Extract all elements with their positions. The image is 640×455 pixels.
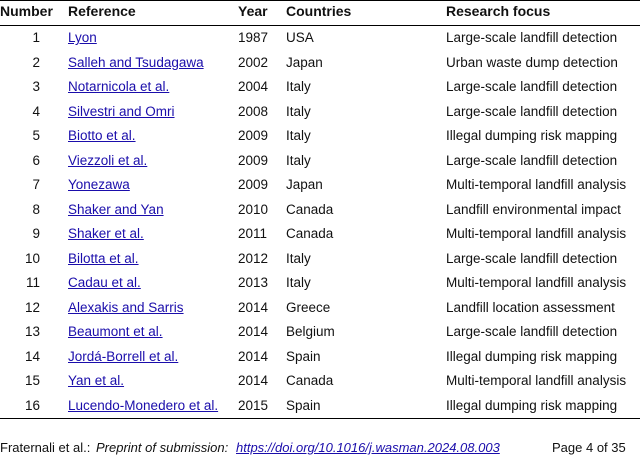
cell-number: 15	[24, 373, 40, 388]
table-row	[0, 51, 640, 75]
cell-research-focus: Large-scale landfill detection	[446, 103, 618, 119]
footer-authors: Fraternali et al.:	[0, 440, 91, 455]
cell-year: 2002	[238, 54, 269, 70]
cell-research-focus: Large-scale landfill detection	[446, 250, 618, 266]
cell-year: 2014	[238, 348, 269, 364]
cell-research-focus: Large-scale landfill detection	[446, 152, 618, 168]
cell-number: 1	[32, 30, 40, 45]
table-row	[0, 149, 640, 173]
cell-reference-link[interactable]: Biotto et al.	[68, 128, 136, 143]
cell-reference-link[interactable]: Silvestri and Omri	[68, 103, 175, 119]
cell-year: 2014	[238, 299, 269, 315]
table-top-rule	[0, 0, 640, 1]
cell-reference-link[interactable]: Cadau et al.	[68, 275, 141, 290]
cell-year: 2010	[238, 201, 269, 217]
cell-reference-link[interactable]: Jordá-Borrell et al.	[68, 348, 179, 364]
cell-reference-link[interactable]: Lucendo-Monedero et al.	[68, 397, 219, 413]
cell-year: 2014	[238, 373, 269, 388]
cell-country: Spain	[286, 348, 321, 364]
cell-research-focus: Large-scale landfill detection	[446, 30, 618, 45]
cell-reference-link[interactable]: Yonezawa	[68, 177, 130, 192]
page-footer	[0, 440, 640, 454]
cell-research-focus: Multi-temporal landfill analysis	[446, 373, 627, 388]
cell-year: 2012	[238, 250, 269, 266]
cell-research-focus: Large-scale landfill detection	[446, 324, 618, 339]
cell-country: Canada	[286, 373, 334, 388]
cell-reference-link[interactable]: Alexakis and Sarris	[68, 299, 184, 315]
cell-year: 2008	[238, 103, 269, 119]
cell-number: 9	[32, 226, 40, 241]
cell-reference-link[interactable]: Lyon	[68, 30, 97, 45]
header-research-focus: Research focus	[446, 3, 551, 19]
footer-doi-link[interactable]: https://doi.org/10.1016/j.wasman.2024.08.003	[236, 440, 500, 455]
cell-research-focus: Multi-temporal landfill analysis	[446, 275, 627, 290]
cell-number: 5	[32, 128, 40, 143]
cell-research-focus: Landfill environmental impact	[446, 201, 621, 217]
table-row	[0, 173, 640, 197]
cell-research-focus: Multi-temporal landfill analysis	[446, 226, 627, 241]
table-row	[0, 247, 640, 271]
cell-year: 2009	[238, 177, 269, 192]
cell-country: Belgium	[286, 324, 335, 339]
cell-reference-link[interactable]: Bilotta et al.	[68, 250, 139, 266]
table-row	[0, 124, 640, 148]
cell-number: 6	[32, 152, 40, 168]
table-row	[0, 198, 640, 222]
table-row	[0, 345, 640, 369]
table-row	[0, 26, 640, 50]
cell-year: 2004	[238, 79, 269, 94]
cell-country: Italy	[286, 275, 311, 290]
cell-reference-link[interactable]: Yan et al.	[68, 373, 125, 388]
cell-number: 7	[32, 177, 40, 192]
cell-research-focus: Illegal dumping risk mapping	[446, 128, 618, 143]
cell-country: USA	[286, 30, 314, 45]
cell-number: 16	[24, 397, 40, 413]
cell-number: 8	[32, 201, 40, 217]
footer-page-number: Page 4 of 35	[552, 440, 626, 455]
cell-number: 10	[24, 250, 40, 266]
cell-country: Japan	[286, 54, 323, 70]
cell-reference-link[interactable]: Shaker and Yan	[68, 201, 164, 217]
cell-year: 1987	[238, 30, 269, 45]
cell-reference-link[interactable]: Notarnicola et al.	[68, 79, 170, 94]
cell-reference-link[interactable]: Beaumont et al.	[68, 324, 163, 339]
table-row	[0, 271, 640, 295]
header-countries: Countries	[286, 3, 352, 19]
cell-country: Canada	[286, 201, 334, 217]
cell-research-focus: Illegal dumping risk mapping	[446, 348, 618, 364]
cell-reference-link[interactable]: Viezzoli et al.	[68, 152, 148, 168]
cell-country: Spain	[286, 397, 321, 413]
cell-country: Italy	[286, 103, 311, 119]
table-row	[0, 369, 640, 393]
cell-year: 2014	[238, 324, 269, 339]
cell-research-focus: Landfill location assessment	[446, 299, 615, 315]
cell-number: 2	[32, 54, 40, 70]
cell-number: 14	[24, 348, 40, 364]
cell-year: 2009	[238, 152, 269, 168]
cell-reference-link[interactable]: Salleh and Tsudagawa	[68, 54, 204, 70]
cell-country: Italy	[286, 152, 311, 168]
cell-country: Japan	[286, 177, 323, 192]
cell-research-focus: Multi-temporal landfill analysis	[446, 177, 627, 192]
header-year: Year	[238, 3, 268, 19]
cell-country: Greece	[286, 299, 331, 315]
cell-number: 11	[25, 275, 40, 290]
table-bottom-rule	[0, 418, 640, 419]
header-reference: Reference	[68, 3, 136, 19]
cell-country: Italy	[286, 128, 311, 143]
cell-country: Italy	[286, 79, 311, 94]
table-row	[0, 296, 640, 320]
cell-country: Italy	[286, 250, 311, 266]
cell-year: 2009	[238, 128, 269, 143]
table-row	[0, 320, 640, 344]
cell-research-focus: Urban waste dump detection	[446, 54, 618, 70]
table-row	[0, 100, 640, 124]
table-row	[0, 222, 640, 246]
cell-research-focus: Large-scale landfill detection	[446, 79, 618, 94]
table-row	[0, 75, 640, 99]
cell-reference-link[interactable]: Shaker et al.	[68, 226, 144, 241]
table-row	[0, 394, 640, 418]
footer-preprint-label: Preprint of submission:	[96, 440, 229, 455]
cell-number: 12	[24, 299, 40, 315]
cell-year: 2015	[238, 397, 269, 413]
cell-number: 13	[24, 324, 40, 339]
cell-research-focus: Illegal dumping risk mapping	[446, 397, 618, 413]
cell-number: 3	[32, 79, 40, 94]
header-number: Number	[0, 3, 53, 19]
cell-number: 4	[32, 103, 40, 119]
cell-country: Canada	[286, 226, 334, 241]
cell-year: 2013	[238, 275, 269, 290]
cell-year: 2011	[238, 226, 268, 241]
